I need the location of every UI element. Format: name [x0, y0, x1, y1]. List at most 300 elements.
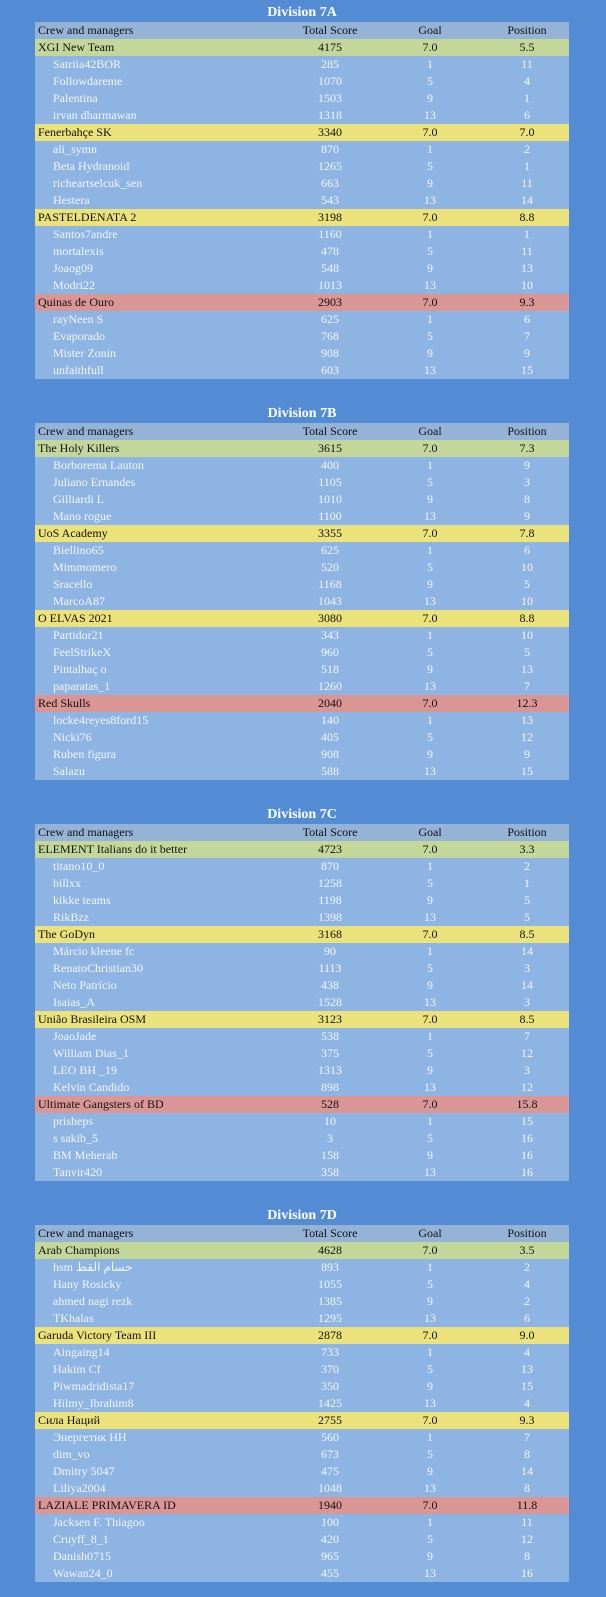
player-row [35, 1147, 569, 1164]
total-score-cell: 3168 [318, 927, 342, 941]
team-row [35, 39, 569, 56]
position-cell: 13 [521, 662, 533, 676]
position-cell: 9 [524, 747, 530, 761]
position-cell: 10 [521, 594, 533, 608]
player-name: Sracello [53, 577, 93, 591]
position-cell: 2 [524, 859, 530, 873]
position-cell: 8.8 [519, 210, 535, 224]
goal-cell: 5 [427, 1532, 433, 1546]
player-name: Tanvir420 [53, 1165, 103, 1179]
goal-cell: 9 [427, 1294, 433, 1308]
total-score-cell: 1113 [318, 961, 342, 975]
total-score-cell: 4628 [318, 1243, 342, 1257]
position-cell: 4 [524, 74, 530, 88]
total-score-cell: 1295 [318, 1311, 342, 1325]
position-cell: 13 [521, 1362, 533, 1376]
team-name: Ultimate Gangsters of BD [38, 1097, 164, 1111]
total-score-cell: 518 [321, 662, 339, 676]
player-row [35, 1514, 569, 1531]
player-name: Partidor21 [53, 628, 104, 642]
total-score-cell: 158 [321, 1148, 339, 1162]
position-cell: 4 [524, 1345, 530, 1359]
goal-cell: 9 [427, 1549, 433, 1563]
player-row [35, 1045, 569, 1062]
team-row [35, 1242, 569, 1259]
player-name: Satriia42BOR [53, 57, 121, 71]
player-name: Cruyff_8_1 [53, 1532, 109, 1546]
player-name: MarcoA87 [53, 594, 105, 608]
goal-cell: 9 [427, 1379, 433, 1393]
goal-cell: 5 [427, 876, 433, 890]
position-cell: 1 [524, 876, 530, 890]
goal-cell: 13 [424, 679, 436, 693]
position-cell: 7 [524, 329, 530, 343]
position-cell: 12.3 [516, 696, 538, 710]
position-cell: 2 [524, 1294, 530, 1308]
position-cell: 2 [524, 142, 530, 156]
header-total-score: Total Score [302, 23, 358, 37]
goal-cell: 13 [424, 1165, 436, 1179]
position-cell: 15 [521, 764, 533, 778]
total-score-cell: 285 [321, 57, 339, 71]
player-row [35, 1276, 569, 1293]
team-name: ELEMENT Italians do it better [38, 842, 188, 856]
player-row [35, 1429, 569, 1446]
position-cell: 16 [521, 1131, 533, 1145]
goal-cell: 9 [427, 346, 433, 360]
team-row [35, 841, 569, 858]
player-name: titano10_0 [53, 859, 105, 873]
total-score-cell: 4175 [318, 40, 342, 54]
total-score-cell: 3615 [318, 441, 342, 455]
player-row [35, 661, 569, 678]
team-name: Fenerbahçe SK [38, 125, 112, 139]
player-row [35, 141, 569, 158]
player-name: Mano rogue [53, 509, 112, 523]
position-cell: 5 [524, 645, 530, 659]
player-name: Jacksen F. Thiagoo [53, 1515, 145, 1529]
total-score-cell: 1043 [318, 594, 342, 608]
player-name: RenatoChristian30 [53, 961, 143, 975]
player-name: Hestera [53, 193, 90, 207]
player-row [35, 1531, 569, 1548]
player-name: Evaporado [53, 329, 105, 343]
player-name: Энергетик НН [53, 1430, 127, 1444]
position-cell: 5 [524, 893, 530, 907]
goal-cell: 5 [427, 244, 433, 258]
player-name: JoaoJade [53, 1029, 97, 1043]
goal-cell: 13 [424, 764, 436, 778]
team-row [35, 610, 569, 627]
player-name: Beta Hydranoid [53, 159, 130, 173]
player-name: FeelStrikeX [53, 645, 111, 659]
position-cell: 6 [524, 108, 530, 122]
position-cell: 9.3 [519, 295, 535, 309]
total-score-cell: 100 [321, 1515, 339, 1529]
player-name: unfaithfull [53, 363, 104, 377]
total-score-cell: 1160 [318, 227, 342, 241]
player-name: Borborema Lauton [53, 458, 144, 472]
total-score-cell: 405 [321, 730, 339, 744]
position-cell: 10 [521, 628, 533, 642]
player-row [35, 1395, 569, 1412]
total-score-cell: 2903 [318, 295, 342, 309]
position-cell: 13 [521, 713, 533, 727]
player-row [35, 729, 569, 746]
goal-cell: 7.0 [422, 1097, 438, 1111]
goal-cell: 13 [424, 910, 436, 924]
player-row [35, 858, 569, 875]
player-row [35, 994, 569, 1011]
player-row [35, 1164, 569, 1181]
goal-cell: 13 [424, 1566, 436, 1580]
total-score-cell: 1048 [318, 1481, 342, 1495]
division-title: Division 7B [267, 406, 337, 421]
player-name: TKhalas [53, 1311, 94, 1325]
goal-cell: 7.0 [422, 1012, 438, 1026]
total-score-cell: 4723 [318, 842, 342, 856]
player-row [35, 90, 569, 107]
player-name: Hany Rosicky [53, 1277, 122, 1291]
position-cell: 15 [521, 1114, 533, 1128]
position-cell: 8 [524, 1481, 530, 1495]
total-score-cell: 588 [321, 764, 339, 778]
position-cell: 3 [524, 995, 530, 1009]
player-name: Wawan24_0 [53, 1566, 113, 1580]
goal-cell: 13 [424, 594, 436, 608]
player-row [35, 226, 569, 243]
team-name: The Holy Killers [38, 441, 120, 455]
goal-cell: 9 [427, 492, 433, 506]
total-score-cell: 1198 [318, 893, 342, 907]
position-cell: 11 [521, 57, 533, 71]
player-name: Ruben figura [53, 747, 116, 761]
player-row [35, 1548, 569, 1565]
player-row [35, 1480, 569, 1497]
division-title: Division 7A [267, 5, 337, 20]
total-score-cell: 1010 [318, 492, 342, 506]
player-row [35, 1446, 569, 1463]
header-position: Position [507, 825, 547, 839]
player-row [35, 1310, 569, 1327]
player-name: LEO BH _19 [53, 1063, 117, 1077]
player-row [35, 1361, 569, 1378]
player-name: rayNeen S [53, 312, 104, 326]
total-score-cell: 1055 [318, 1277, 342, 1291]
goal-cell: 7.0 [422, 125, 438, 139]
total-score-cell: 400 [321, 458, 339, 472]
player-row [35, 73, 569, 90]
team-row [35, 1011, 569, 1028]
position-cell: 16 [521, 1566, 533, 1580]
goal-cell: 7.0 [422, 1328, 438, 1342]
position-cell: 5 [524, 910, 530, 924]
player-row [35, 56, 569, 73]
player-name: kikke teams [53, 893, 111, 907]
goal-cell: 5 [427, 1277, 433, 1291]
position-cell: 15.8 [516, 1097, 538, 1111]
position-cell: 7 [524, 1430, 530, 1444]
position-cell: 12 [521, 1532, 533, 1546]
total-score-cell: 560 [321, 1430, 339, 1444]
player-row [35, 474, 569, 491]
total-score-cell: 3198 [318, 210, 342, 224]
player-row [35, 311, 569, 328]
goal-cell: 7.0 [422, 927, 438, 941]
total-score-cell: 370 [321, 1362, 339, 1376]
goal-cell: 13 [424, 108, 436, 122]
position-cell: 1 [524, 227, 530, 241]
goal-cell: 9 [427, 662, 433, 676]
total-score-cell: 2878 [318, 1328, 342, 1342]
table-header-row [35, 22, 569, 39]
player-name: richeartselcuk_sen [53, 176, 143, 190]
team-name: Arab Champions [38, 1243, 120, 1257]
player-name: William Dias_1 [53, 1046, 129, 1060]
goal-cell: 13 [424, 278, 436, 292]
goal-cell: 13 [424, 1481, 436, 1495]
team-row [35, 695, 569, 712]
player-name: Hilmy_Ibrahim8 [53, 1396, 134, 1410]
player-row [35, 1028, 569, 1045]
position-cell: 11 [521, 176, 533, 190]
position-cell: 1 [524, 91, 530, 105]
goal-cell: 1 [427, 1430, 433, 1444]
team-row [35, 1412, 569, 1429]
player-row [35, 746, 569, 763]
goal-cell: 5 [427, 74, 433, 88]
total-score-cell: 1318 [318, 108, 342, 122]
total-score-cell: 1528 [318, 995, 342, 1009]
player-row [35, 192, 569, 209]
goal-cell: 9 [427, 1148, 433, 1162]
header-position: Position [507, 424, 547, 438]
player-row [35, 508, 569, 525]
player-name: dim_vo [53, 1447, 90, 1461]
goal-cell: 5 [427, 645, 433, 659]
player-name: Kelvin Candido [53, 1080, 130, 1094]
position-cell: 15 [521, 1379, 533, 1393]
player-name: billxx [53, 876, 82, 890]
team-name: Garuda Victory Team III [38, 1328, 157, 1342]
position-cell: 8.8 [519, 611, 535, 625]
goal-cell: 1 [427, 1260, 433, 1274]
total-score-cell: 3340 [318, 125, 342, 139]
position-cell: 9 [524, 458, 530, 472]
goal-cell: 9 [427, 577, 433, 591]
goal-cell: 5 [427, 1046, 433, 1060]
goal-cell: 13 [424, 193, 436, 207]
total-score-cell: 1398 [318, 910, 342, 924]
goal-cell: 1 [427, 628, 433, 642]
total-score-cell: 538 [321, 1029, 339, 1043]
player-name: Márcio kleene fc [53, 944, 135, 958]
goal-cell: 7.0 [422, 210, 438, 224]
player-name: Nicki76 [53, 730, 92, 744]
player-name: Mister Zonin [53, 346, 116, 360]
player-row [35, 1463, 569, 1480]
position-cell: 9 [524, 346, 530, 360]
team-name: XGI New Team [38, 40, 115, 54]
player-name: s sakib_5 [53, 1131, 98, 1145]
goal-cell: 7.0 [422, 1243, 438, 1257]
player-row [35, 977, 569, 994]
team-name: UoS Academy [38, 526, 108, 540]
player-row [35, 943, 569, 960]
player-name: Santos7andre [53, 227, 118, 241]
goal-cell: 9 [427, 747, 433, 761]
player-row [35, 909, 569, 926]
total-score-cell: 768 [321, 329, 339, 343]
goal-cell: 1 [427, 458, 433, 472]
player-name: Joaog09 [53, 261, 93, 275]
goal-cell: 1 [427, 142, 433, 156]
goal-cell: 1 [427, 713, 433, 727]
player-name: paparatas_1 [53, 679, 111, 693]
player-row [35, 960, 569, 977]
player-row [35, 457, 569, 474]
player-name: prisheps [53, 1114, 93, 1128]
player-row [35, 277, 569, 294]
position-cell: 3.3 [519, 842, 535, 856]
total-score-cell: 733 [321, 1345, 339, 1359]
player-row [35, 1344, 569, 1361]
total-score-cell: 455 [321, 1566, 339, 1580]
player-row [35, 1378, 569, 1395]
total-score-cell: 603 [321, 363, 339, 377]
division-table [35, 1207, 569, 1582]
team-name: LAZIALE PRIMAVERA ID [38, 1498, 176, 1512]
table-header-row [35, 824, 569, 841]
player-row [35, 559, 569, 576]
team-row [35, 1096, 569, 1113]
player-row [35, 362, 569, 379]
player-name: Piwmadridista17 [53, 1379, 135, 1393]
goal-cell: 5 [427, 159, 433, 173]
player-row [35, 875, 569, 892]
total-score-cell: 140 [321, 713, 339, 727]
position-cell: 7.8 [519, 526, 535, 540]
position-cell: 2 [524, 1260, 530, 1274]
position-cell: 8.5 [519, 927, 535, 941]
player-row [35, 678, 569, 695]
position-cell: 8 [524, 492, 530, 506]
total-score-cell: 1940 [318, 1498, 342, 1512]
position-cell: 14 [521, 978, 533, 992]
header-goal: Goal [418, 825, 442, 839]
player-name: Danish0715 [53, 1549, 111, 1563]
player-row [35, 593, 569, 610]
division-title: Division 7D [267, 1208, 337, 1223]
total-score-cell: 1105 [318, 475, 342, 489]
position-cell: 8 [524, 1447, 530, 1461]
goal-cell: 1 [427, 1345, 433, 1359]
player-row [35, 644, 569, 661]
division-table [35, 405, 569, 780]
position-cell: 9.0 [519, 1328, 535, 1342]
total-score-cell: 2040 [318, 696, 342, 710]
position-cell: 13 [521, 261, 533, 275]
team-row [35, 926, 569, 943]
goal-cell: 13 [424, 995, 436, 1009]
player-row [35, 345, 569, 362]
player-row [35, 627, 569, 644]
player-name: BM Meherab [53, 1148, 118, 1162]
team-row [35, 1327, 569, 1344]
player-name: Palentina [53, 91, 98, 105]
position-cell: 12 [521, 1080, 533, 1094]
total-score-cell: 1258 [318, 876, 342, 890]
total-score-cell: 663 [321, 176, 339, 190]
total-score-cell: 908 [321, 346, 339, 360]
player-name: Salazu [53, 764, 85, 778]
player-name: Mimmomero [53, 560, 117, 574]
total-score-cell: 1070 [318, 74, 342, 88]
team-name: Quinas de Ouro [38, 295, 114, 309]
player-row [35, 1259, 569, 1276]
header-crew-and-managers: Crew and managers [38, 424, 134, 438]
goal-cell: 7.0 [422, 611, 438, 625]
goal-cell: 5 [427, 1131, 433, 1145]
player-row [35, 892, 569, 909]
table-header-row [35, 423, 569, 440]
player-row [35, 576, 569, 593]
total-score-cell: 965 [321, 1549, 339, 1563]
total-score-cell: 420 [321, 1532, 339, 1546]
player-name: Biellino65 [53, 543, 104, 557]
position-cell: 10 [521, 560, 533, 574]
player-name: Neto Patrício [53, 978, 117, 992]
total-score-cell: 438 [321, 978, 339, 992]
player-row [35, 1293, 569, 1310]
total-score-cell: 478 [321, 244, 339, 258]
total-score-cell: 90 [324, 944, 336, 958]
position-cell: 16 [521, 1165, 533, 1179]
team-row [35, 1497, 569, 1514]
total-score-cell: 548 [321, 261, 339, 275]
header-crew-and-managers: Crew and managers [38, 23, 134, 37]
total-score-cell: 343 [321, 628, 339, 642]
goal-cell: 13 [424, 509, 436, 523]
goal-cell: 7.0 [422, 295, 438, 309]
position-cell: 14 [521, 1464, 533, 1478]
total-score-cell: 475 [321, 1464, 339, 1478]
header-crew-and-managers: Crew and managers [38, 1226, 134, 1240]
player-name: mortalexis [53, 244, 104, 258]
goal-cell: 1 [427, 312, 433, 326]
goal-cell: 13 [424, 1080, 436, 1094]
total-score-cell: 1385 [318, 1294, 342, 1308]
total-score-cell: 3080 [318, 611, 342, 625]
team-name: União Brasileira OSM [38, 1012, 146, 1026]
player-row [35, 491, 569, 508]
division-table [35, 806, 569, 1181]
total-score-cell: 1313 [318, 1063, 342, 1077]
header-goal: Goal [418, 23, 442, 37]
goal-cell: 1 [427, 57, 433, 71]
position-cell: 6 [524, 1311, 530, 1325]
total-score-cell: 625 [321, 312, 339, 326]
position-cell: 9 [524, 509, 530, 523]
player-name: Hakim Cf [53, 1362, 101, 1376]
position-cell: 1 [524, 159, 530, 173]
header-goal: Goal [418, 1226, 442, 1240]
position-cell: 4 [524, 1396, 530, 1410]
goal-cell: 1 [427, 543, 433, 557]
position-cell: 7 [524, 1029, 530, 1043]
goal-cell: 7.0 [422, 526, 438, 540]
player-name: Gilliardi L [53, 492, 104, 506]
